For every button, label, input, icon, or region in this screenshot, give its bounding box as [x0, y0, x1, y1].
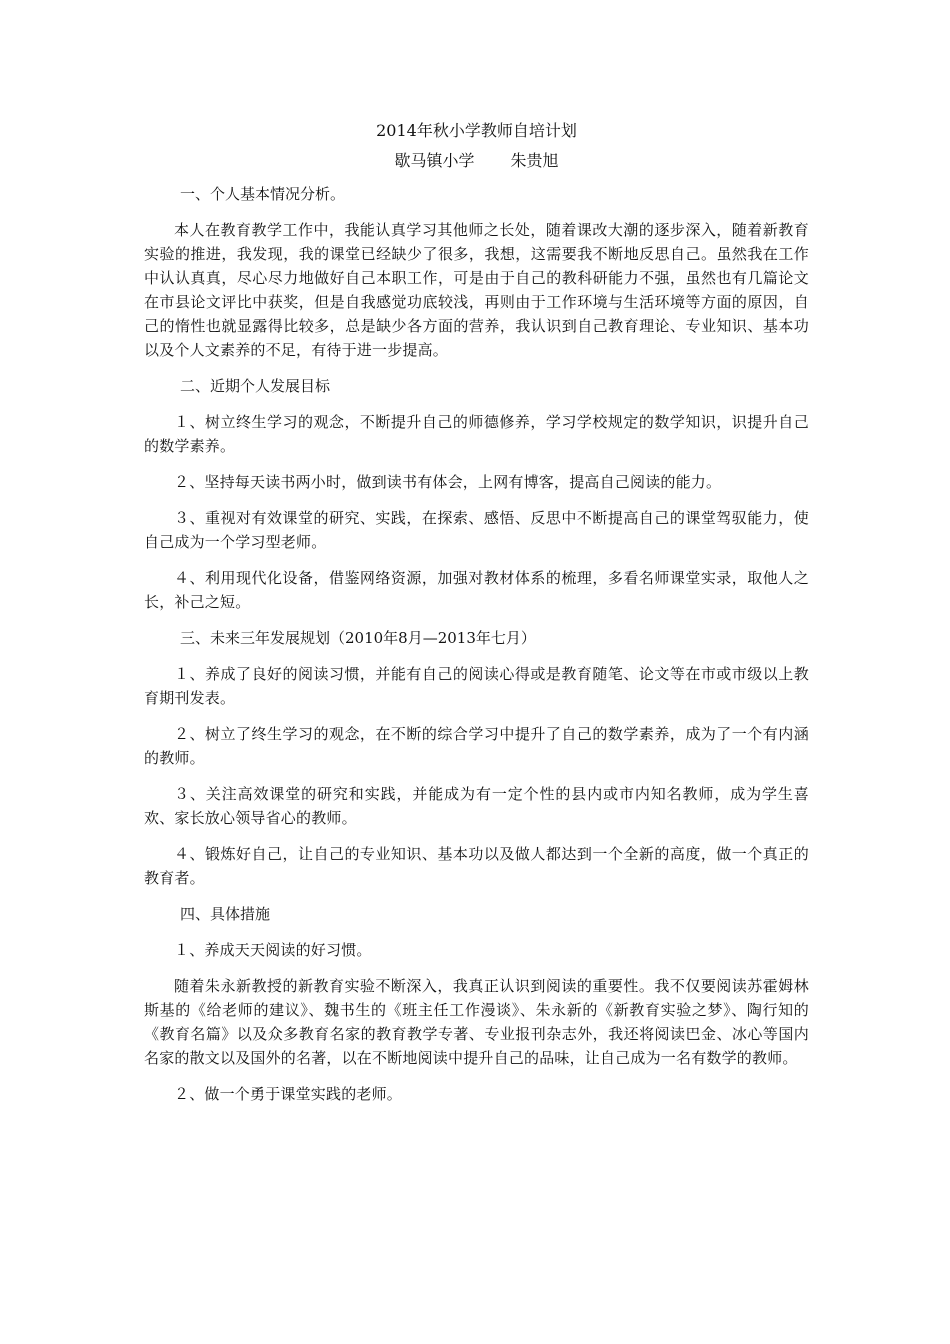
section-heading: 二、近期个人发展目标	[180, 377, 331, 395]
document-page	[144, 118, 809, 1118]
section-heading: 四、具体措施	[180, 905, 271, 923]
author-line	[144, 148, 809, 174]
paragraph: ２、做一个勇于课堂实践的老师。	[174, 1085, 403, 1103]
paragraph: ２、树立了终生学习的观念，在不断的综合学习中提升了自己的数学素养，成为了一个有内涵的教师。	[144, 725, 809, 767]
school-name: 歇马镇小学	[394, 151, 475, 170]
paragraph: ４、利用现代化设备，借鉴网络资源，加强对教材体系的梳理，多看名师课堂实录，取他人之长，补己之短。	[144, 569, 809, 611]
paragraph: ３、重视对有效课堂的研究、实践，在探索、感悟、反思中不断提高自己的课堂驾驭能力，使自己成为一个学习型老师。	[144, 509, 809, 551]
paragraph: ２、坚持每天读书两小时，做到读书有体会，上网有博客，提高自己阅读的能力。	[174, 473, 722, 491]
paragraph: １、树立终生学习的观念，不断提升自己的师德修养，学习学校规定的数学知识，识提升自己的数学素养。	[144, 413, 809, 455]
document-title: 2014年秋小学教师自培计划	[376, 121, 577, 140]
paragraph: １、养成了良好的阅读习惯，并能有自己的阅读心得或是教育随笔、论文等在市或市级以上教育期刊发表。	[144, 665, 809, 707]
paragraph: ３、关注高效课堂的研究和实践，并能成为有一定个性的县内或市内知名教师，成为学生喜欢、家长放心领导省心的教师。	[144, 785, 809, 827]
paragraph: １、养成天天阅读的好习惯。	[174, 941, 372, 959]
section-heading: 三、未来三年发展规划（2010年8月—2013年七月）	[180, 629, 536, 647]
paragraph: ４、锻炼好自己，让自己的专业知识、基本功以及做人都达到一个全新的高度，做一个真正的教育者。	[144, 845, 809, 887]
paragraph: 本人在教育教学工作中，我能认真学习其他师之长处，随着课改大潮的逐步深入，随着新教育实验的推进，我发现，我的课堂已经缺少了很多，我想，这需要我不断地反思自己。虽然我在工作中认认真真，尽心尽力地做好自己本职工作，可是由于自己的教科研能力不强，虽然也有几篇论文在市县论文评比中获奖，但是自我感觉功底较浅，再则由于工作环境与生活环境等方面的原因，自己的惰性也就显露得比较多，总是缺少各方面的营养，我认识到自己教育理论、专业知识、基本功以及个人文素养的不足，有待于进一步提高。	[144, 221, 809, 359]
paragraph: 随着朱永新教授的新教育实验不断深入，我真正认识到阅读的重要性。我不仅要阅读苏霍姆林斯基的《给老师的建议》、魏书生的《班主任工作漫谈》、朱永新的《新教育实验之梦》、陶行知的《教育名篇》以及众多教育名家的教育教学专著、专业报刊杂志外，我还将阅读巴金、冰心等国内名家的散文以及国外的名著，以在不断地阅读中提升自己的品味，让自己成为一名有数学的教师。	[144, 977, 809, 1067]
author-name: 朱贵旭	[510, 151, 559, 170]
section-heading: 一、个人基本情况分析。	[180, 185, 346, 203]
